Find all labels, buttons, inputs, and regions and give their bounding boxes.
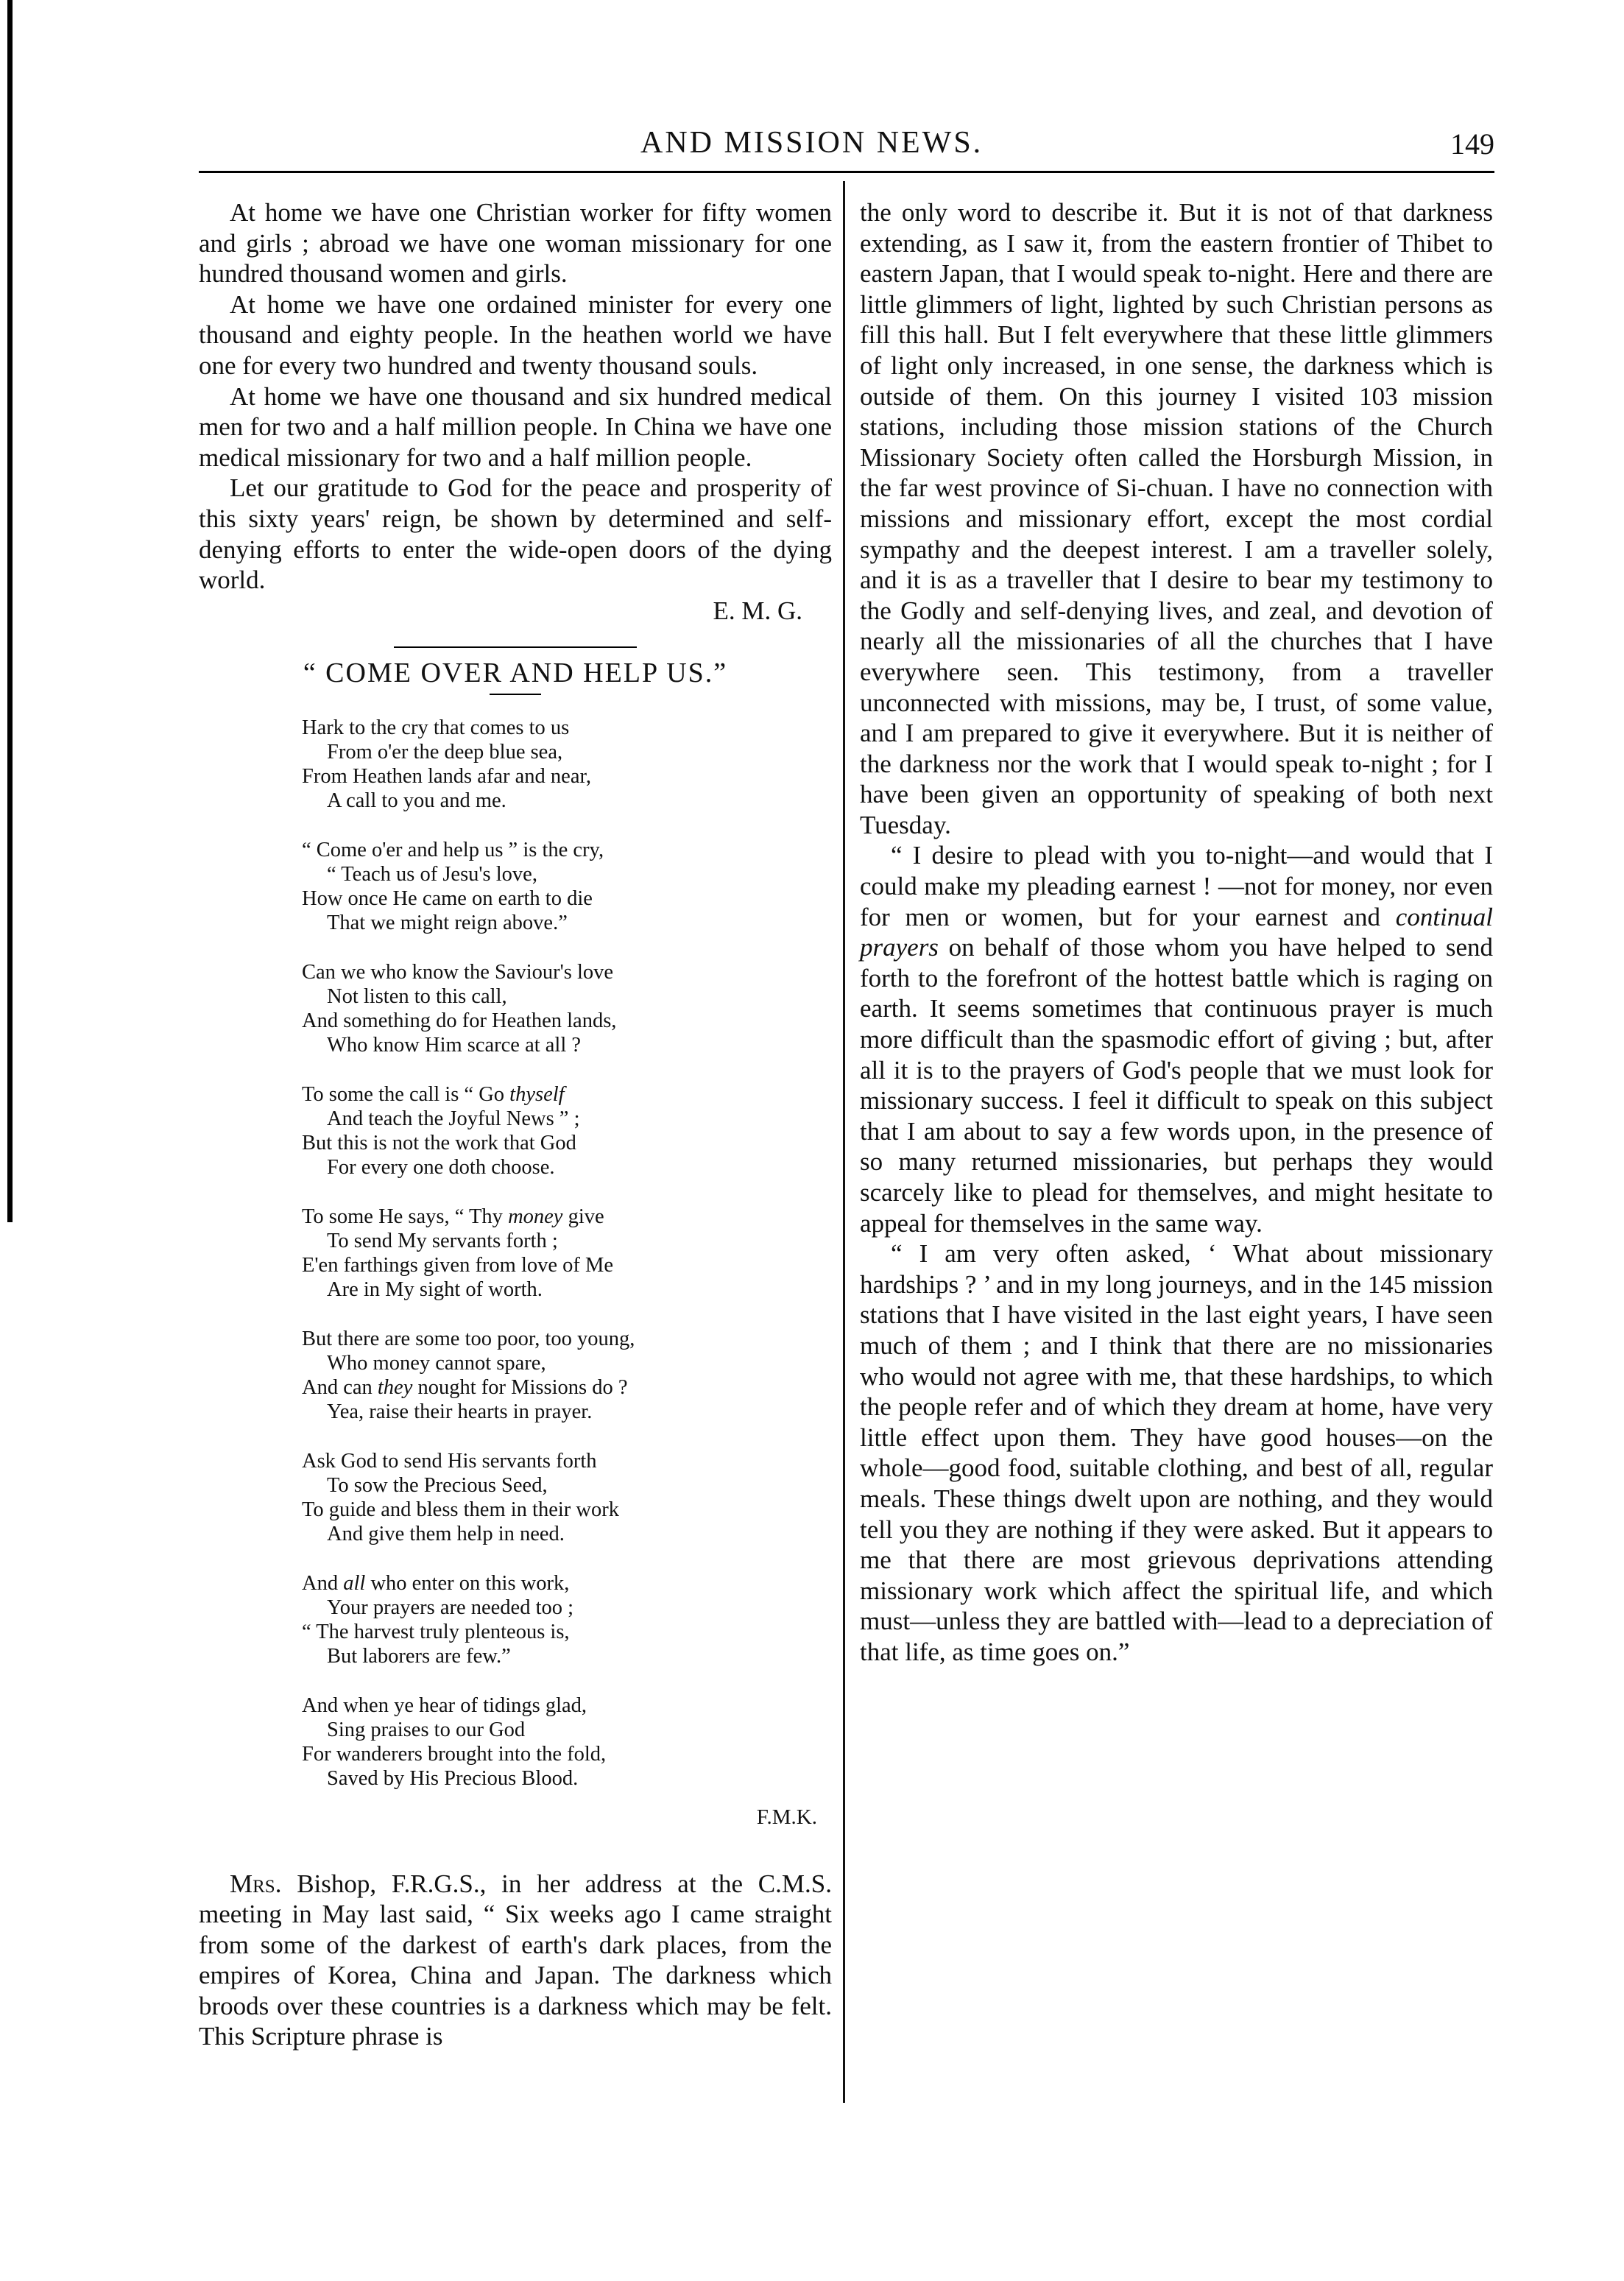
poem bbox=[302, 716, 832, 1791]
poem-line: Ask God to send His servants forth bbox=[302, 1449, 597, 1473]
stanza bbox=[302, 1082, 832, 1180]
stanza bbox=[302, 1693, 832, 1791]
paragraph-text: Bishop, F.R.G.S., in her address at the C.M.S. meeting in May last said, “ Six weeks ago I came straight from some of the darkest of earth's dark places, from the empires of Korea, China and Japan. The darkness which broods over these countries is a darkness which may be felt. This Scripture phrase is bbox=[199, 1869, 832, 2051]
poem-line: And when ye hear of tidings glad, bbox=[302, 1693, 587, 1717]
stanza bbox=[302, 1205, 832, 1302]
poem-line: To send My servants forth ; bbox=[327, 1229, 558, 1252]
stanza bbox=[302, 1571, 832, 1668]
paragraph: “ I am very often asked, ‘ What about missionary hardships ? ’ and in my long journeys, and in the 145 mission stations that I have visited in the last eight years, I have seen much of them ; and I think that there are no missionaries who would not agree with me, that these hardships, to which the people refer and of which they dream at home, have very little effect upon them. They have good houses—on the whole—good food, suitable clothing, and best of all, regular meals. These things dwelt upon are nothing, and they would tell you they are nothing if they were asked. But it appears to me that there are most grievous deprivations attending missionary work which affect the spiritual life, and which must—unless they are battled with—lead to a depreciation of that life, as time goes on.” bbox=[860, 1239, 1493, 1666]
poem-line bbox=[302, 1205, 832, 1229]
poem-line: “ The harvest truly plenteous is, bbox=[302, 1620, 570, 1643]
running-title: AND MISSION NEWS. bbox=[640, 126, 984, 160]
line-text: who enter on this work, bbox=[365, 1571, 570, 1595]
emphasis: all bbox=[343, 1571, 366, 1595]
poem-line: Sing praises to our God bbox=[327, 1718, 526, 1741]
poem-line: How once He came on earth to die bbox=[302, 886, 593, 910]
paragraph: Let our gratitude to God for the peace and prosperity of this sixty years' reign, be shown by determined and self-denying efforts to enter the wide-open doors of the dying world. bbox=[199, 473, 832, 595]
emphasis: money bbox=[508, 1205, 563, 1228]
poem-line: Saved by His Precious Blood. bbox=[327, 1766, 579, 1790]
poem-line: Who know Him scarce at all ? bbox=[327, 1033, 582, 1057]
poem-line bbox=[302, 1571, 832, 1596]
poem-line bbox=[302, 1082, 832, 1107]
poem-line: But laborers are few.” bbox=[327, 1644, 511, 1668]
poem-line: Your prayers are needed too ; bbox=[327, 1596, 574, 1619]
paragraph bbox=[199, 1869, 832, 2053]
stanza bbox=[302, 1449, 832, 1546]
poem-line: For every one doth choose. bbox=[327, 1155, 555, 1179]
poem-line: To sow the Precious Seed, bbox=[327, 1473, 548, 1497]
poem-line: And give them help in need. bbox=[327, 1522, 565, 1545]
line-text: To some He says, “ Thy bbox=[302, 1205, 509, 1228]
stanza bbox=[302, 1327, 832, 1424]
left-column bbox=[199, 197, 832, 2052]
poem-line: But there are some too poor, too young, bbox=[302, 1327, 635, 1350]
poem-line: E'en farthings given from love of Me bbox=[302, 1253, 614, 1277]
author-signature: E. M. G. bbox=[713, 596, 802, 625]
poem-line: Who money cannot spare, bbox=[327, 1351, 546, 1375]
poem-line: Yea, raise their hearts in prayer. bbox=[327, 1400, 593, 1423]
emphasis: continual prayers bbox=[860, 902, 1493, 962]
header-rule bbox=[199, 171, 1494, 173]
poem-line: From Heathen lands afar and near, bbox=[302, 764, 591, 788]
stanza bbox=[302, 716, 832, 813]
poem-line: “ Teach us of Jesu's love, bbox=[327, 862, 537, 886]
page-edge-bar bbox=[7, 0, 13, 1222]
paragraph: At home we have one thousand and six hundred medical men for two and a half million people. In China we have one medical missionary for two and a half million people. bbox=[199, 381, 832, 472]
right-column bbox=[860, 197, 1493, 1668]
poem-line: Not listen to this call, bbox=[327, 984, 507, 1008]
poem-line: And something do for Heathen lands, bbox=[302, 1009, 617, 1032]
emphasis: they bbox=[377, 1375, 413, 1399]
poem-line: To guide and bless them in their work bbox=[302, 1498, 619, 1521]
paragraph-text: “ I desire to plead with you to-night—and would that I could make my pleading earnest ! —not for money, nor even for men or women, but for your earnest and bbox=[860, 841, 1493, 931]
line-text: give bbox=[562, 1205, 604, 1228]
poem-line: Are in My sight of worth. bbox=[327, 1277, 543, 1301]
paragraph: At home we have one ordained minister for every one thousand and eighty people. In the heathen world we have one for every two hundred and twenty thousand souls. bbox=[199, 289, 832, 380]
column-divider bbox=[843, 181, 845, 2103]
poem-line: From o'er the deep blue sea, bbox=[327, 740, 563, 764]
poem-title: “ COME OVER AND HELP US.” bbox=[303, 657, 728, 689]
page-header bbox=[199, 118, 1494, 169]
poem-line: That we might reign above.” bbox=[327, 911, 568, 934]
poem-line bbox=[302, 1375, 832, 1400]
section-rule bbox=[394, 646, 637, 648]
page-number: 149 bbox=[1450, 127, 1494, 161]
paragraph bbox=[860, 840, 1493, 1238]
paragraph: the only word to describe it. But it is not of that darkness extending, as I saw it, from the eastern frontier of Thibet to eastern Japan, that I would speak to-night. Here and there are little glimmers of light, lighted by such Christian persons as fill this hall. But I felt everywhere that these little glimmers of light only increased, in one sense, the darkness which is outside of them. On this journey I visited 103 mission stations, including those mission stations of the Church Missionary Society often called the Horsburgh Mission, in the far west province of Si-chuan. I have no connection with missions and missionary effort, except the most cordial sympathy and the deepest interest. I am a traveller solely, and it is as a traveller that I desire to bear my testimony to the Godly and self-denying lives, and zeal, and devotion of nearly all the missionaries of all the churches that I have everywhere seen. This testimony, from a traveller unconnected with missions, may be, I trust, of some value, and I am prepared to give it everywhere. But it is neither of the darkness nor the work that I would speak to-night ; for I have been given an opportunity of speaking of both next Tuesday. bbox=[860, 198, 1493, 839]
poem-line: Hark to the cry that comes to us bbox=[302, 716, 570, 739]
poem-line: A call to you and me. bbox=[327, 789, 506, 812]
line-text: To some the call is “ Go bbox=[302, 1082, 510, 1106]
name-small-caps: Mrs. bbox=[230, 1869, 282, 1898]
poem-line: Can we who know the Saviour's love bbox=[302, 960, 614, 984]
stanza bbox=[302, 838, 832, 935]
poem-line: For wanderers brought into the fold, bbox=[302, 1742, 607, 1766]
stanza bbox=[302, 960, 832, 1057]
poem-line: And teach the Joyful News ” ; bbox=[327, 1107, 580, 1130]
line-text: nought for Missions do ? bbox=[412, 1375, 628, 1399]
emphasis: thyself bbox=[509, 1082, 565, 1106]
poem-signature: F.M.K. bbox=[756, 1805, 817, 1829]
paragraph-text: on behalf of those whom you have helped to send forth to the forefront of the hottest battle which is raging on earth. It seems sometimes that continuous prayer is much more difficult than the spasmodic effort of giving ; but, after all it is to the prayers of God's people that we must look for missionary success. I feel it difficult to speak on this subject that I am about to say a few words upon, in the presence of so many returned missionaries, but perhaps they would scarcely like to plead for themselves, and might hesitate to appeal for themselves in the same way. bbox=[860, 933, 1493, 1238]
line-text: And can bbox=[302, 1375, 378, 1399]
paragraph: At home we have one Christian worker for fifty women and girls ; abroad we have one woman missionary for one hundred thousand women and girls. bbox=[199, 198, 832, 289]
line-text: And bbox=[302, 1571, 344, 1595]
title-rule bbox=[490, 694, 541, 695]
poem-line: “ Come o'er and help us ” is the cry, bbox=[302, 838, 604, 861]
poem-line: But this is not the work that God bbox=[302, 1131, 576, 1154]
